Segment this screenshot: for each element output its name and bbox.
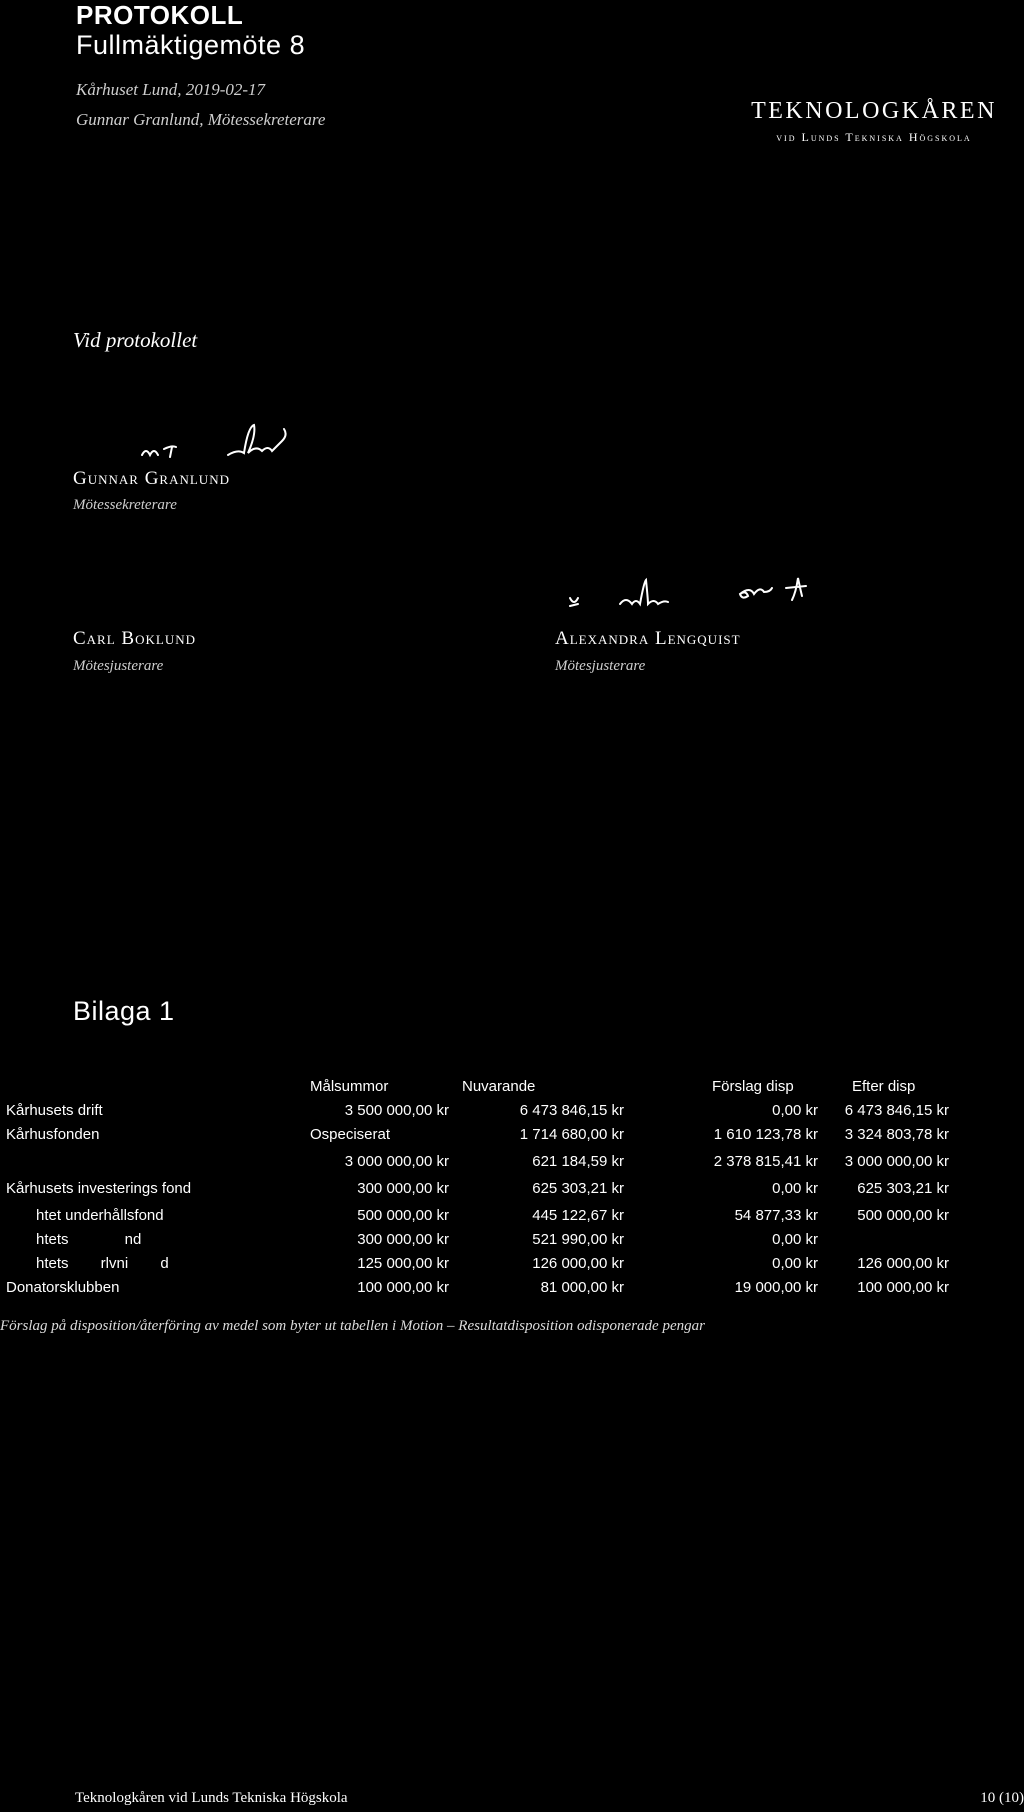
secretary-role: Mötessekreterare xyxy=(73,497,177,513)
table-row xyxy=(36,1255,1024,1279)
secretary-name: Gunnar Granlund xyxy=(73,468,230,489)
handwritten-signature-gunnar xyxy=(138,415,338,465)
cell-target: 3 500 000,00 kr xyxy=(344,1102,449,1119)
cell-proposed: 0,00 kr xyxy=(772,1102,818,1119)
meeting-place-date: Kårhuset Lund, 2019-02-17 xyxy=(76,80,266,99)
organization-subtitle: vid Lunds Tekniska Högskola xyxy=(776,130,972,144)
table-row xyxy=(0,1180,1024,1204)
table-row xyxy=(0,1126,1024,1150)
cell-after: 100 000,00 kr xyxy=(857,1279,949,1296)
cell-target: 125 000,00 kr xyxy=(357,1255,449,1272)
cell-target: 500 000,00 kr xyxy=(357,1207,449,1224)
row-label: htets rlvni d xyxy=(36,1255,169,1272)
handwritten-signature-alexandra xyxy=(560,560,820,620)
cell-proposed: 54 877,33 kr xyxy=(734,1207,818,1224)
cell-target: 300 000,00 kr xyxy=(357,1231,449,1248)
table-header-after: Efter disp xyxy=(852,1078,916,1095)
cell-after: 625 303,21 kr xyxy=(857,1180,949,1197)
row-label: Kårhusets drift xyxy=(6,1102,103,1119)
table-header-current: Nuvarande xyxy=(462,1078,536,1095)
row-label: htets nd xyxy=(36,1231,142,1248)
cell-current: 1 714 680,00 kr xyxy=(519,1126,624,1143)
table-row xyxy=(36,1207,1024,1231)
meeting-secretary-line: Gunnar Granlund, Mötessekreterare xyxy=(76,110,326,129)
table-header-proposed: Förslag disp xyxy=(712,1078,794,1095)
cell-current: 521 990,00 kr xyxy=(532,1231,624,1248)
cell-after: 6 473 846,15 kr xyxy=(844,1102,949,1119)
cell-proposed: 0,00 kr xyxy=(772,1180,818,1197)
table-row xyxy=(36,1231,1024,1255)
adjuster-1-role: Mötesjusterare xyxy=(73,658,164,674)
cell-current: 81 000,00 kr xyxy=(540,1279,624,1296)
cell-after: 500 000,00 kr xyxy=(857,1207,949,1224)
table-caption: Förslag på disposition/återföring av medel som byter ut tabellen i Motion – Resultatdisposition odisponerade pengar xyxy=(0,1318,705,1334)
adjuster-2-name: Alexandra Lengquist xyxy=(555,628,741,649)
table-row xyxy=(0,1279,1024,1303)
cell-target: 300 000,00 kr xyxy=(357,1180,449,1197)
document-label: PROTOKOLL xyxy=(76,0,244,30)
row-label: Kårhusfonden xyxy=(6,1126,100,1143)
footer-organization: Teknologkåren vid Lunds Tekniska Högskola xyxy=(75,1790,348,1806)
adjuster-2-role: Mötesjusterare xyxy=(555,658,646,674)
cell-after: 3 000 000,00 kr xyxy=(844,1153,949,1170)
row-label: Kårhusets investerings fond xyxy=(6,1180,192,1197)
table-row xyxy=(0,1102,1024,1126)
page-number: 10 (10) xyxy=(980,1790,1024,1806)
cell-proposed: 1 610 123,78 kr xyxy=(713,1126,818,1143)
appendix-title: Bilaga 1 xyxy=(73,996,175,1026)
table-row xyxy=(0,1153,1024,1177)
meeting-title: Fullmäktigemöte 8 xyxy=(76,30,306,60)
cell-proposed: 0,00 kr xyxy=(772,1255,818,1272)
row-label: htet underhållsfond xyxy=(36,1207,164,1224)
table-header-target: Målsummor xyxy=(310,1078,389,1095)
cell-proposed: 19 000,00 kr xyxy=(734,1279,818,1296)
cell-proposed: 2 378 815,41 kr xyxy=(713,1153,818,1170)
cell-after: 3 324 803,78 kr xyxy=(844,1126,949,1143)
cell-current: 445 122,67 kr xyxy=(532,1207,624,1224)
organization-name: TEKNOLOGKÅREN xyxy=(751,98,997,124)
cell-target: 100 000,00 kr xyxy=(357,1279,449,1296)
cell-current: 6 473 846,15 kr xyxy=(519,1102,624,1119)
row-label: Donatorsklubben xyxy=(6,1279,120,1296)
cell-proposed: 0,00 kr xyxy=(772,1231,818,1248)
signature-intro: Vid protokollet xyxy=(73,328,198,352)
cell-target: Ospeciserat xyxy=(310,1126,391,1143)
adjuster-1-name: Carl Boklund xyxy=(73,628,196,649)
cell-current: 126 000,00 kr xyxy=(532,1255,624,1272)
cell-current: 625 303,21 kr xyxy=(532,1180,624,1197)
cell-after: 126 000,00 kr xyxy=(857,1255,949,1272)
cell-current: 621 184,59 kr xyxy=(532,1153,624,1170)
cell-target: 3 000 000,00 kr xyxy=(344,1153,449,1170)
